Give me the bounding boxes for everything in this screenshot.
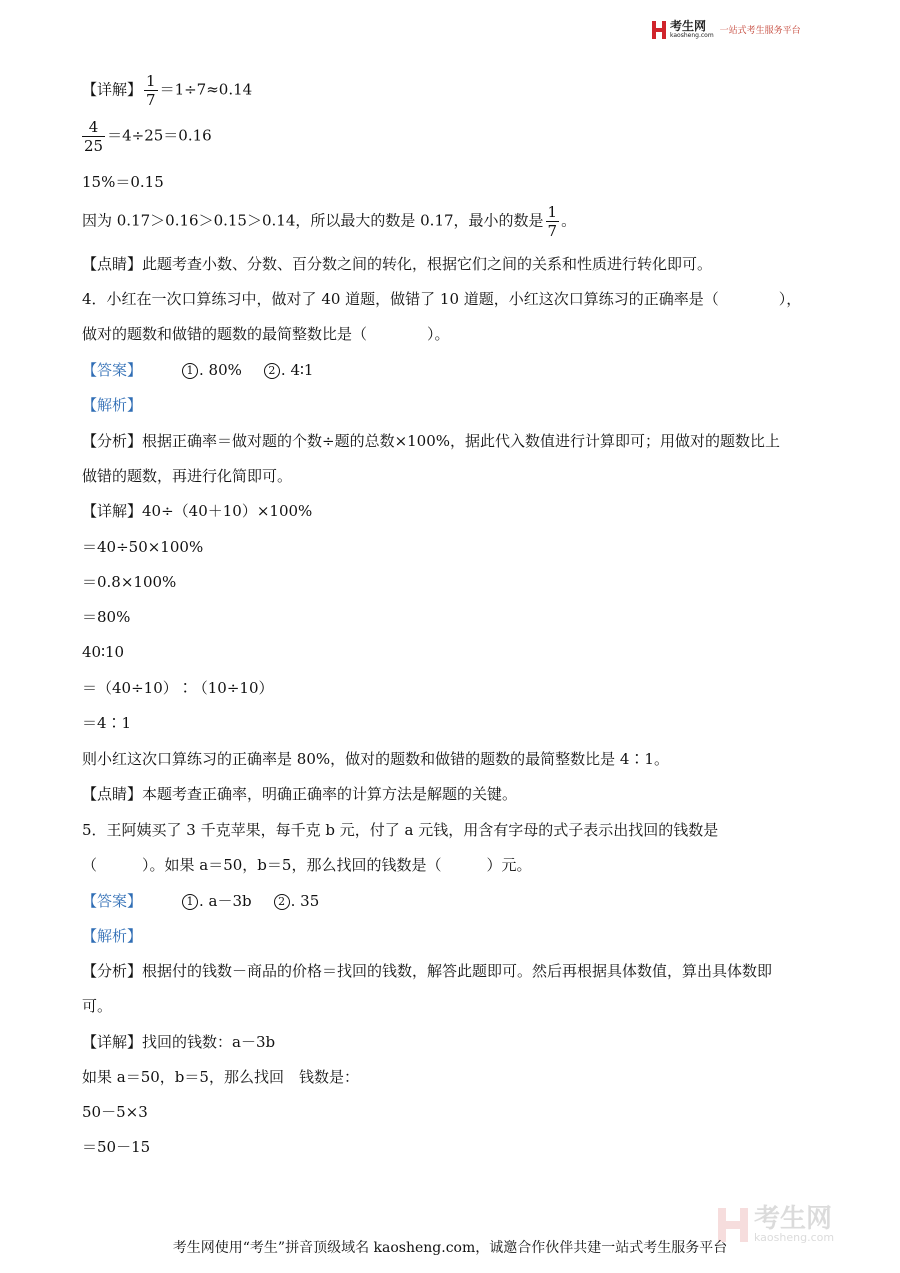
line-18: ＝4∶1: [82, 714, 132, 732]
line-17: ＝（40÷10）∶（10÷10）: [82, 679, 274, 697]
line-11: 做错的题数，再进行化简即可。: [82, 467, 293, 485]
footer-text: 考生网使用“考生”拼音顶级域名 kaosheng.com，诚邀合作伙伴共建一站式考生服务平台: [172, 1240, 728, 1256]
question-5-line-1: 5．王阿姨买了 3 千克苹果，每千克 b 元，付了 a 元钱，用含有字母的式子表示出找回的钱数是: [82, 821, 719, 839]
fraction: $\frac{1}{7}$: [146, 72, 156, 109]
answer-label: 【答案】: [82, 361, 143, 379]
line-3: 15%＝0.15: [82, 173, 164, 191]
line-19: 则小红这次口算练习的正确率是 80%，做对的题数和做错的题数的最简整数比是 4∶1。: [82, 750, 669, 768]
analysis-label-q5: 【解析】: [82, 927, 143, 945]
circled-number: 2: [274, 894, 290, 910]
watermark-domain: kaosheng.com: [754, 1231, 835, 1244]
line-29: 50－5×3: [82, 1103, 148, 1121]
header-domain: kaosheng.com: [670, 32, 714, 39]
answer-line-q5: 【答案】 1 . a－3b 2 . 35: [82, 892, 320, 910]
line-10: 【分析】根据正确率＝做对题的个数÷题的总数×100%，据此代入数值进行计算即可；用做对的题数比上: [82, 432, 781, 450]
question-4-line-2: 做对的题数和做错的题数的最简整数比是（ ）。: [82, 325, 450, 343]
header-brand-block: [670, 20, 714, 39]
line-2: $\frac{4}{25}$ ＝4÷25＝0.16: [84, 118, 212, 155]
header-brand: 考生网: [670, 19, 707, 33]
line-15: ＝80%: [82, 608, 131, 626]
line-12: 【详解】40÷（40＋10）×100%: [82, 502, 313, 520]
line-25: 【分析】根据付的钱数－商品的价格＝找回的钱数，解答此题即可。然后再根据具体数值，算出具体数即: [82, 962, 773, 980]
question-4-line-1: 4．小红在一次口算练习中，做对了 40 道题，做错了 10 道题，小红这次口算练习的正确率是（ ），: [82, 290, 802, 308]
line-4: 因为 0.17＞0.16＞0.15＞0.14，所以最大的数是 0.17，最小的数是 $\frac{1}{7}$ 。: [82, 203, 577, 240]
circled-number: 1: [182, 894, 198, 910]
question-5-line-2: （ ）。如果 a＝50，b＝5，那么找回的钱数是（ ）元。: [82, 856, 532, 874]
fraction: $\frac{1}{7}$: [547, 203, 558, 240]
header-slogan: 一站式考生服务平台: [719, 26, 801, 36]
section-label: 【详解】: [82, 80, 143, 99]
circled-number: 2: [264, 363, 280, 379]
line-20: 【点睛】本题考查正确率，明确正确率的计算方法是解题的关键。: [82, 785, 518, 803]
circled-number: 1: [182, 363, 198, 379]
kaosheng-logo-icon: [652, 21, 666, 39]
watermark-brand: 考生网: [754, 1204, 833, 1234]
answer-line-q4: 【答案】 1 . 80% 2 . 4∶1: [82, 361, 314, 379]
line-28: 如果 a＝50，b＝5，那么找回 钱数是：: [82, 1068, 359, 1086]
line-16: 40∶10: [82, 643, 125, 661]
line-1: 【详解】 $\frac{1}{7}$ ＝1÷7≈0.14: [82, 72, 253, 109]
line-13: ＝40÷50×100%: [82, 538, 204, 556]
line-14: ＝0.8×100%: [82, 573, 177, 591]
line-26: 可。: [82, 997, 113, 1015]
line-30: ＝50－15: [82, 1138, 151, 1156]
line-5: 【点睛】此题考查小数、分数、百分数之间的转化，根据它们之间的关系和性质进行转化即可。: [82, 255, 713, 273]
fraction: $\frac{4}{25}$: [84, 118, 104, 155]
line-27: 【详解】找回的钱数：a－3b: [82, 1033, 276, 1051]
header-logo: [652, 20, 801, 39]
answer-label: 【答案】: [82, 892, 143, 910]
analysis-label-q4: 【解析】: [82, 396, 143, 414]
